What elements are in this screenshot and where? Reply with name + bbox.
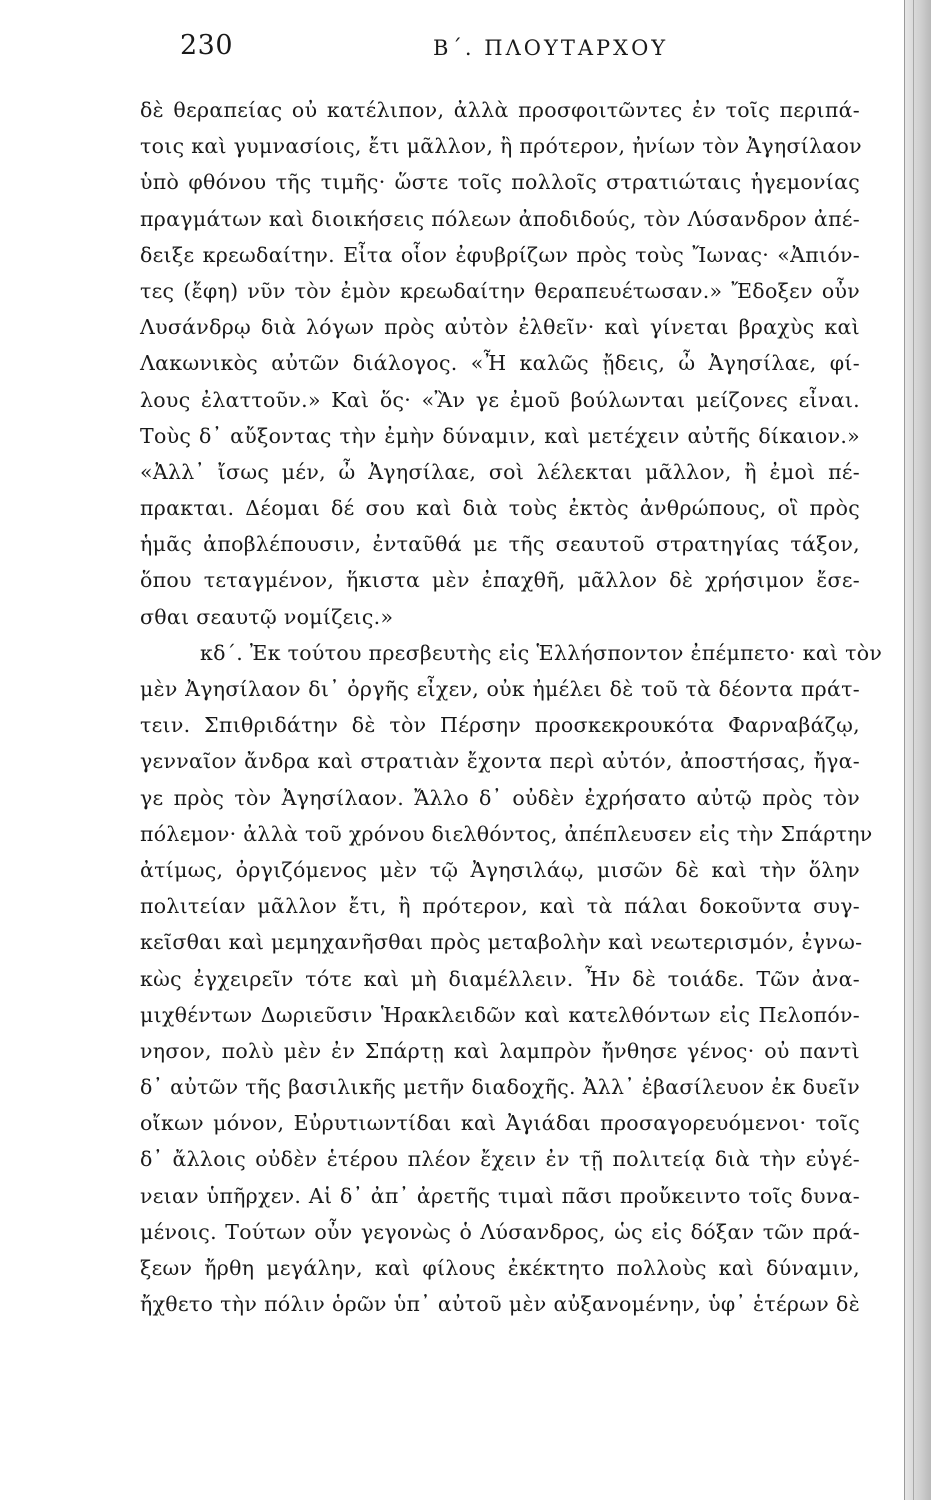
page-edge [904, 0, 931, 1500]
text-line: ἀτίμως, ὀργιζόμενος μὲν τῷ Ἀγησιλάῳ, μισῶν δὲ καὶ τὴν ὅλην [140, 857, 860, 882]
chapter-start-line: κδ΄. Ἐκ τούτου πρεσβευτὴς εἰς Ἑλλήσποντον ἐπέμπετο· καὶ τὸν [200, 640, 883, 665]
text-line: δειξε κρεωδαίτην. Εἶτα οἷον ἐφυβρίζων πρὸς τοὺς Ἴωνας· «Ἀπιόν- [140, 242, 860, 267]
text-line: νειαν ὑπῆρχεν. Αἱ δ᾽ ἀπ᾽ ἀρετῆς τιμαὶ πᾶσι προὔκειντο τοῖς δυνα- [140, 1183, 860, 1208]
text-line: σθαι σεαυτῷ νομίζεις.» [140, 604, 394, 629]
text-line: πόλεμον· ἀλλὰ τοῦ χρόνου διελθόντος, ἀπέπλευσεν εἰς τὴν Σπάρτην [140, 821, 873, 846]
text-line: τοις καὶ γυμνασίοις, ἔτι μᾶλλον, ἢ πρότερον, ἠνίων τὸν Ἀγησίλαον [140, 134, 862, 159]
text-line: λους ἐλαττοῦν.» Καὶ ὅς· «Ἂν γε ἐμοῦ βούλωνται μείζονες εἶναι. [140, 387, 860, 412]
running-head: Β΄. ΠΛΟΥΤΑΡΧΟΥ [433, 36, 669, 60]
text-body [140, 92, 883, 1322]
text-line: ὑπὸ φθόνου τῆς τιμῆς· ὥστε τοῖς πολλοῖς στρατιώταις ἡγεμονίας [140, 170, 860, 195]
text-line: μὲν Ἀγησίλαον δι᾽ ὀργῆς εἶχεν, οὐκ ἠμέλει δὲ τοῦ τὰ δέοντα πράτ- [140, 677, 860, 701]
text-line: πρακται. Δέομαι δέ σου καὶ διὰ τοὺς ἐκτὸς ἀνθρώπους, οἳ πρὸς [140, 496, 860, 521]
text-line: Λακωνικὸς αὐτῶν διάλογος. «Ἦ καλῶς ᾔδεις, ὦ Ἀγησίλαε, φί- [140, 351, 860, 376]
text-line: δ᾽ ἄλλοις οὐδὲν ἑτέρου πλέον ἔχειν ἐν τῇ πολιτείᾳ διὰ τὴν εὐγέ- [140, 1147, 860, 1172]
text-line: Λυσάνδρῳ διὰ λόγων πρὸς αὐτὸν ἐλθεῖν· καὶ γίνεται βραχὺς καὶ [140, 315, 860, 340]
text-line: κεῖσθαι καὶ μεμηχανῆσθαι πρὸς μεταβολὴν καὶ νεωτερισμόν, ἐγνω- [140, 930, 863, 955]
page-number: 230 [180, 30, 234, 61]
text-line: κὼς ἐγχειρεῖν τότε καὶ μὴ διαμέλλειν. Ἦν δὲ τοιάδε. Τῶν ἀνα- [140, 966, 860, 991]
text-line: Τοὺς δ᾽ αὔξοντας τὴν ἐμὴν δύναμιν, καὶ μετέχειν αὐτῆς δίκαιον.» [140, 423, 860, 448]
text-line: «Ἀλλ᾽ ἴσως μέν, ὦ Ἀγησίλαε, σοὶ λέλεκται μᾶλλον, ἢ ἐμοὶ πέ- [140, 459, 860, 484]
text-line: δὲ θεραπείας οὐ κατέλιπον, ἀλλὰ προσφοιτῶντες ἐν τοῖς περιπά- [140, 98, 860, 122]
text-line: ἤχθετο τὴν πόλιν ὁρῶν ὑπ᾽ αὐτοῦ μὲν αὐξανομένην, ὑφ᾽ ἑτέρων δὲ [140, 1292, 860, 1317]
text-line: μένοις. Τούτων οὖν γεγονὼς ὁ Λύσανδρος, ὡς εἰς δόξαν τῶν πρά- [140, 1219, 860, 1244]
text-line: τειν. Σπιθριδάτην δὲ τὸν Πέρσην προσκεκρουκότα Φαρναβάζῳ, [140, 713, 860, 738]
text-line: γε πρὸς τὸν Ἀγησίλαον. Ἄλλο δ᾽ οὐδὲν ἐχρήσατο αὐτῷ πρὸς τὸν [140, 785, 860, 810]
text-line: γενναῖον ἄνδρα καὶ στρατιὰν ἔχοντα περὶ αὐτόν, ἀποστήσας, ἤγα- [140, 749, 860, 774]
text-line: πραγμάτων καὶ διοικήσεις πόλεων ἀποδιδούς, τὸν Λύσανδρον ἀπέ- [140, 206, 860, 231]
text-line: δ᾽ αὐτῶν τῆς βασιλικῆς μετῆν διαδοχῆς. Ἀλλ᾽ ἐβασίλευον ἐκ δυεῖν [140, 1075, 860, 1100]
text-line: τες (ἔφη) νῦν τὸν ἐμὸν κρεωδαίτην θεραπευέτωσαν.» Ἔδοξεν οὖν [140, 278, 860, 303]
text-line: ὅπου τεταγμένον, ἥκιστα μὲν ἐπαχθῆ, μᾶλλον δὲ χρήσιμον ἔσε- [140, 568, 860, 593]
text-line: οἴκων μόνον, Εὐρυτιωντίδαι καὶ Ἀγιάδαι προσαγορευόμενοι· τοῖς [140, 1111, 860, 1136]
text-line: μιχθέντων Δωριεῦσιν Ἡρακλειδῶν καὶ κατελθόντων εἰς Πελοπόν- [140, 1002, 860, 1027]
text-line: νησον, πολὺ μὲν ἐν Σπάρτῃ καὶ λαμπρὸν ἤνθησε γένος· οὐ παντὶ [140, 1038, 860, 1063]
text-line: ἡμᾶς ἀποβλέπουσιν, ἐνταῦθά με τῆς σεαυτοῦ στρατηγίας τάξον, [140, 532, 860, 557]
text-line: ξεων ἤρθη μεγάλην, καὶ φίλους ἐκέκτητο πολλοὺς καὶ δύναμιν, [140, 1256, 860, 1280]
text-line: πολιτείαν μᾶλλον ἔτι, ἢ πρότερον, καὶ τὰ πάλαι δοκοῦντα συγ- [140, 894, 860, 919]
page-header [180, 30, 880, 80]
